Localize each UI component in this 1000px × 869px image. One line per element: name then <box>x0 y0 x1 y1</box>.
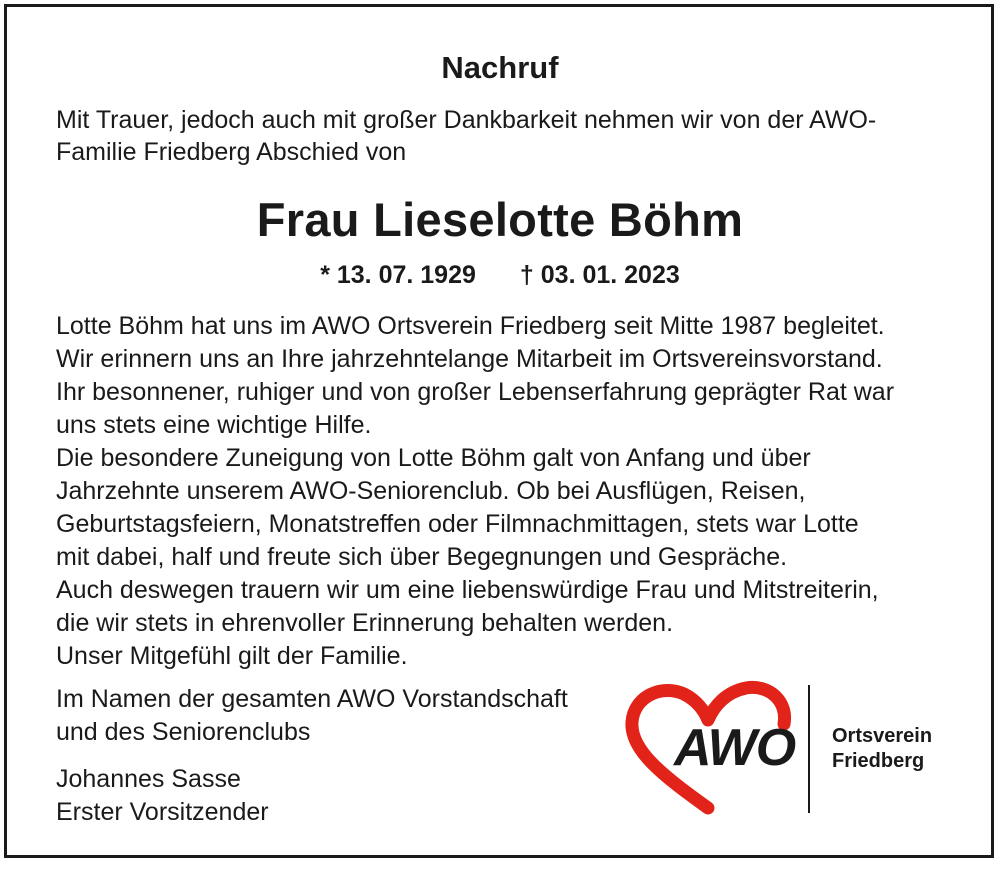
body-line: uns stets eine wichtige Hilfe. <box>56 411 372 439</box>
body-line: Ihr besonnener, ruhiger und von großer Lebenserfahrung geprägter Rat war <box>56 378 895 406</box>
life-dates <box>0 261 1000 290</box>
notice-heading: Nachruf <box>441 50 559 85</box>
intro-line: Mit Trauer, jedoch auch mit großer Dankbarkeit nehmen wir von der AWO- <box>56 106 877 134</box>
body-line: Auch deswegen trauern wir um eine liebenswürdige Frau und Mitstreiterin, <box>56 576 879 604</box>
deceased-name: Frau Lieselotte Böhm <box>256 193 744 246</box>
body-line: Lotte Böhm hat uns im AWO Ortsverein Friedberg seit Mitte 1987 begleitet. <box>56 312 885 340</box>
body-line: Geburtstagsfeiern, Monatstreffen oder Filmnachmittagen, stets war Lotte <box>56 510 859 538</box>
signature-line: Im Namen der gesamten AWO Vorstandschaft <box>56 685 568 713</box>
intro-line: Familie Friedberg Abschied von <box>56 138 407 166</box>
body-text <box>56 310 976 673</box>
logo-sub-line: Ortsverein <box>832 725 933 747</box>
logo-sub-line: Friedberg <box>832 750 925 772</box>
awo-logo <box>622 680 962 815</box>
intro-text <box>56 104 956 168</box>
body-line: Unser Mitgefühl gilt der Familie. <box>56 642 408 670</box>
signature-block <box>56 683 616 829</box>
logo-wordmark: AWO <box>674 719 796 777</box>
body-line: Jahrzehnte unserem AWO-Seniorenclub. Ob bei Ausflügen, Reisen, <box>56 477 806 505</box>
logo-subtitle <box>832 724 932 774</box>
logo-divider <box>808 685 810 813</box>
death-date: † 03. 01. 2023 <box>519 261 680 289</box>
signature-line: und des Seniorenclubs <box>56 718 311 746</box>
birth-date: * 13. 07. 1929 <box>320 261 476 289</box>
body-line: mit dabei, half und freute sich über Begegnungen und Gespräche. <box>56 543 788 571</box>
body-line: Die besondere Zuneigung von Lotte Böhm galt von Anfang und über <box>56 444 811 472</box>
signer-name: Johannes Sasse <box>56 765 241 793</box>
signer-role: Erster Vorsitzender <box>56 798 269 826</box>
body-line: die wir stets in ehrenvoller Erinnerung behalten werden. <box>56 609 674 637</box>
body-line: Wir erinnern uns an Ihre jahrzehntelange Mitarbeit im Ortsvereinsvorstand. <box>56 345 883 373</box>
